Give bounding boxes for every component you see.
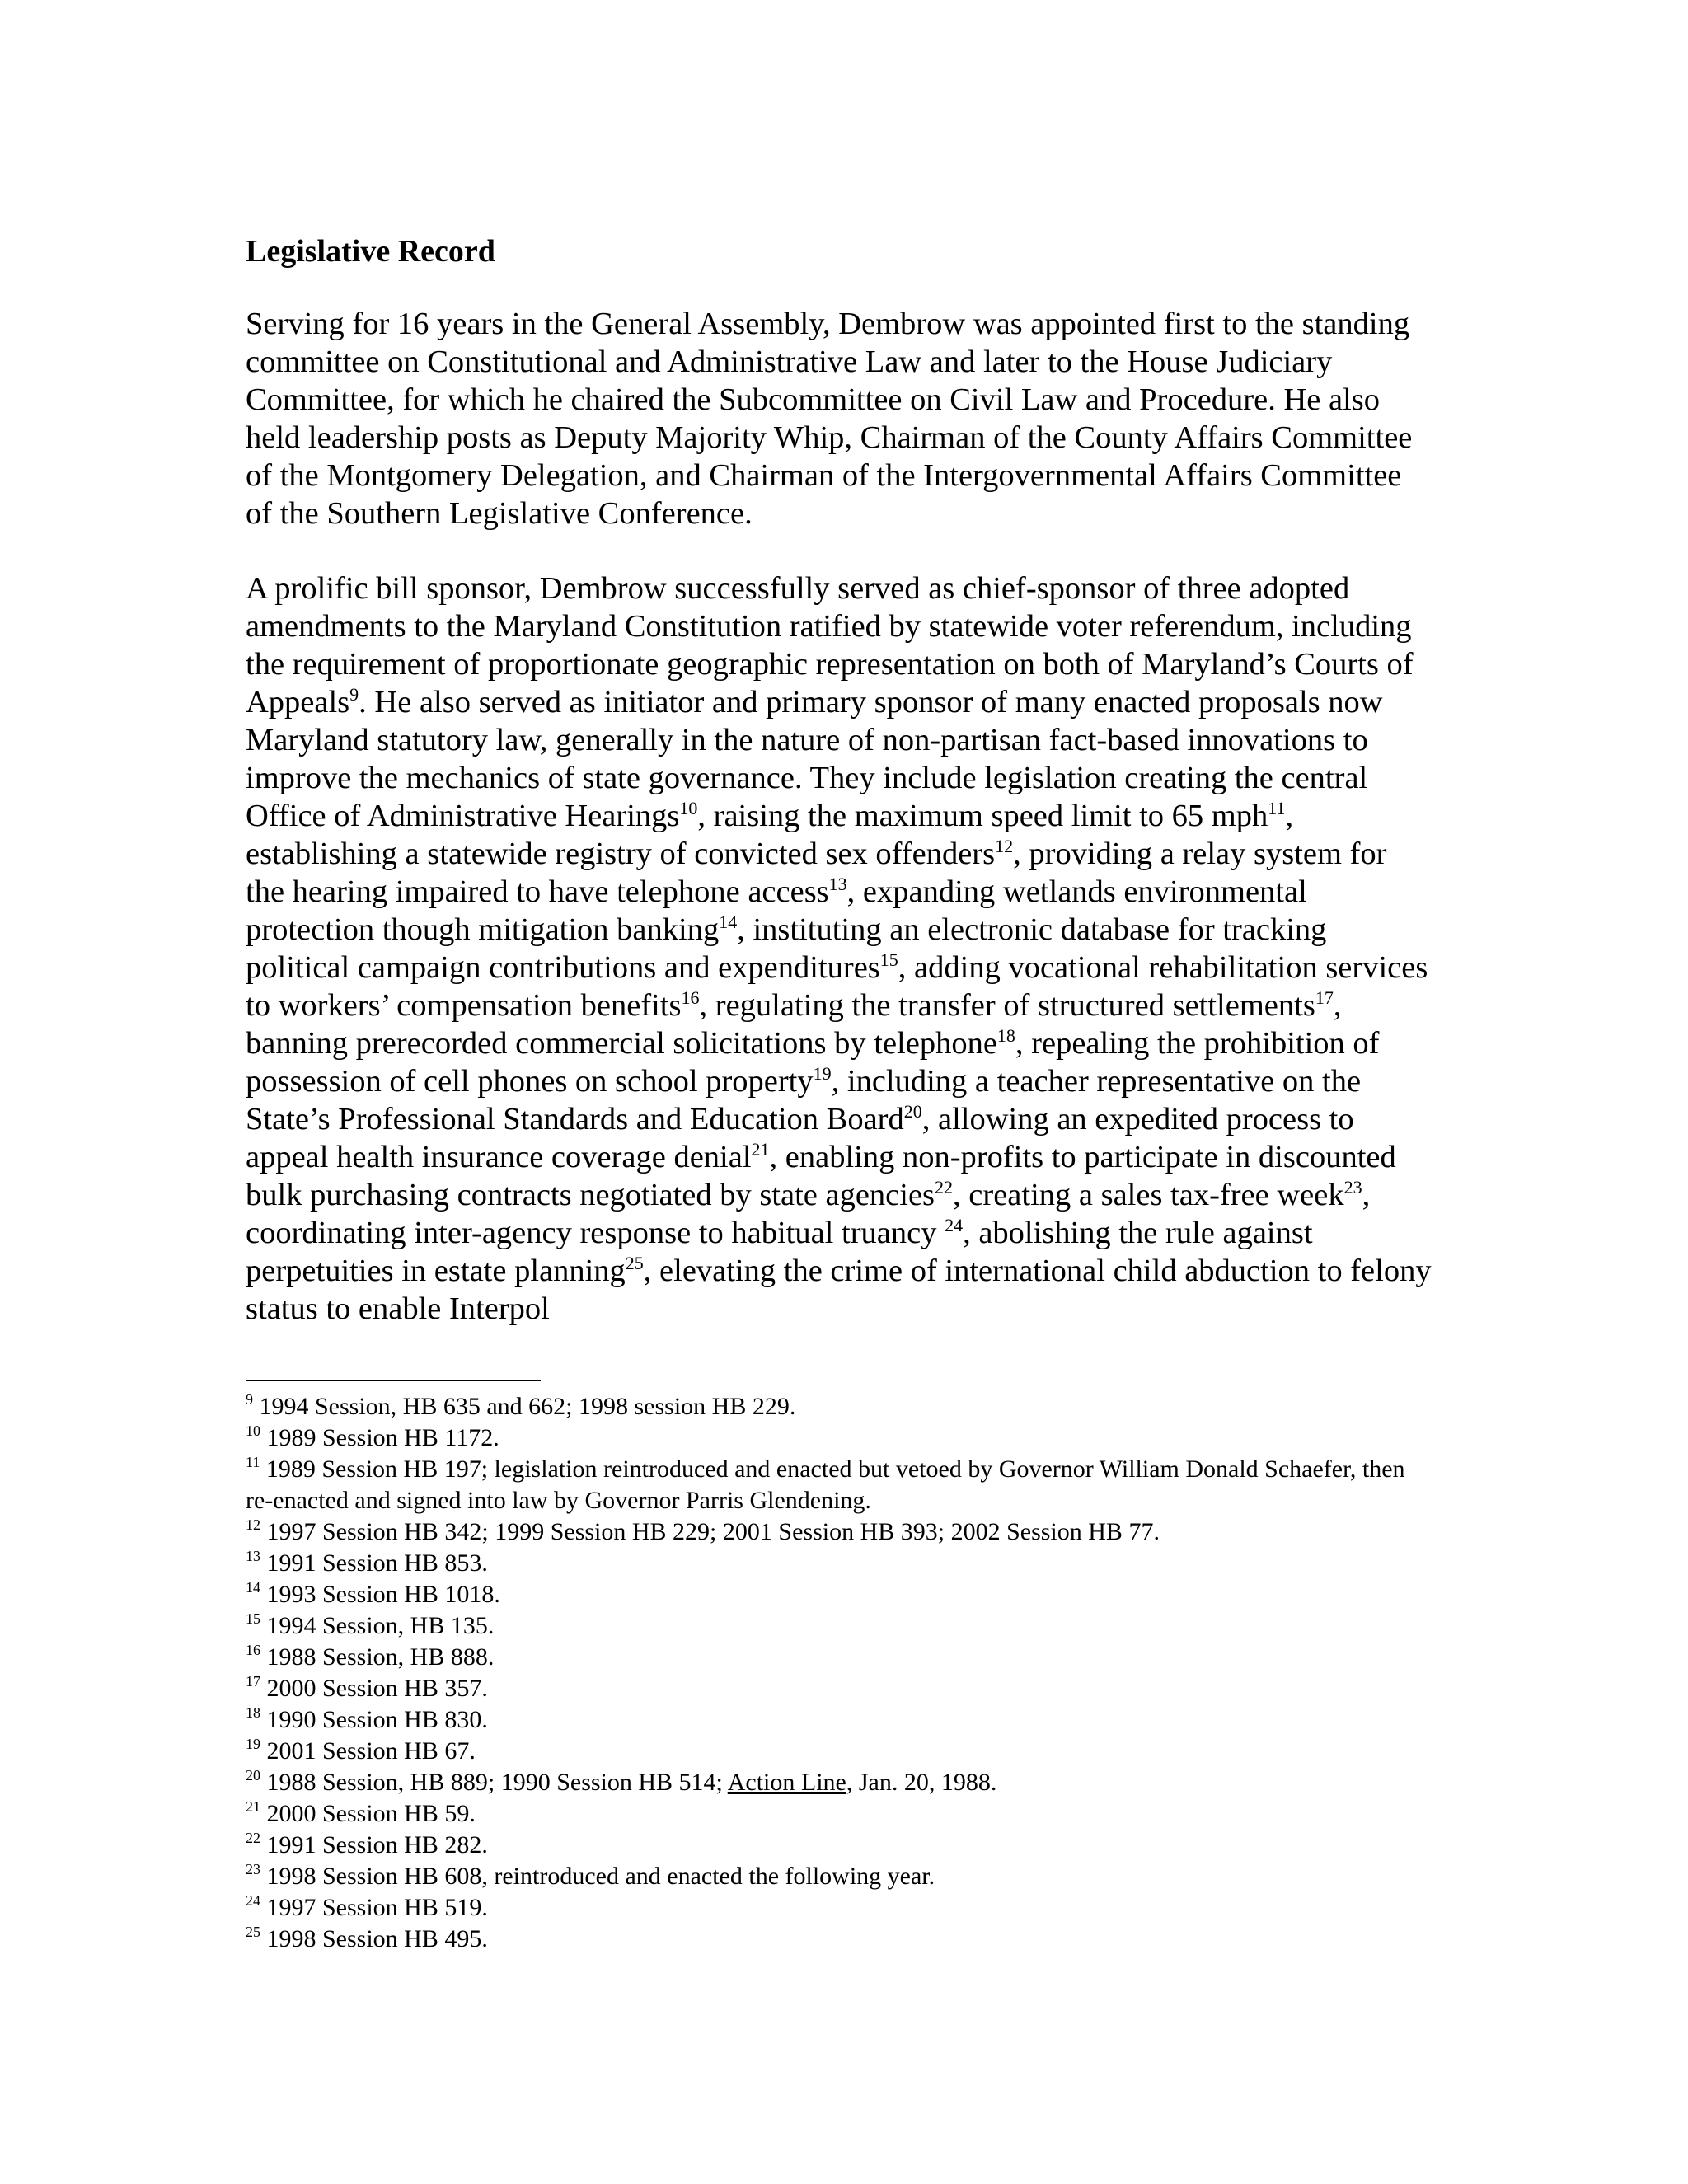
text-segment: , allowing an expedited process to appeal health insurance coverage denial — [246, 1102, 1354, 1174]
footnote-text: 1993 Session HB 1018. — [266, 1581, 500, 1608]
footnote-text: 1998 Session HB 608, reintroduced and enacted the following year. — [266, 1863, 935, 1890]
footnote-number: 21 — [246, 1798, 260, 1815]
text-segment: , expanding wetlands environmental protection though mitigation banking — [246, 874, 1307, 947]
paragraph-committees: Serving for 16 years in the General Assembly, Dembrow was appointed first to the standing committee on Constitutional and Administrative Law and later to the House Judiciary Committee, for which he chaired the Subcommittee on Civil Law and Procedure. He also held leadership posts as Deputy Majority Whip, Chairman of the County Affairs Committee of the Montgomery Delegation, and Chairman of the Intergovernmental Affairs Committee of the Southern Legislative Conference. — [246, 307, 1413, 531]
footnote-text: 1997 Session HB 342; 1999 Session HB 229; 2001 Session HB 393; 2002 Session HB 77. — [266, 1518, 1160, 1545]
footnote-number: 15 — [246, 1610, 260, 1627]
text-segment: , adding vocational rehabilitation services to workers’ compensation benefits — [246, 950, 1428, 1023]
footnote-number: 20 — [246, 1767, 260, 1783]
footnote-number: 12 — [246, 1516, 260, 1533]
footnote-item — [246, 1736, 1432, 1767]
footnote-item — [246, 1579, 1432, 1610]
footnote-number: 22 — [246, 1830, 260, 1846]
footnote-ref[interactable]: 15 — [879, 949, 898, 970]
footnote-item — [246, 1391, 1432, 1422]
footnote-item — [246, 1422, 1432, 1454]
footnote-ref[interactable]: 20 — [903, 1101, 922, 1122]
footnote-divider — [246, 1380, 541, 1381]
footnote-number: 23 — [246, 1861, 260, 1877]
text-segment: , enabling non-profits to participate in discounted bulk purchasing contracts negotiated by state agencies — [246, 1140, 1396, 1212]
footnote-ref[interactable]: 25 — [625, 1253, 644, 1273]
text-segment: , raising the maximum speed limit to 65 mph — [697, 799, 1268, 833]
footnote-text: 1994 Session, HB 135. — [266, 1612, 495, 1639]
footnote-number: 25 — [246, 1924, 260, 1940]
footnote-number: 18 — [246, 1704, 260, 1721]
text-segment: , abolishing the rule against perpetuities in estate planning — [246, 1216, 1313, 1288]
footnote-list — [246, 1391, 1432, 1955]
footnote-ref[interactable]: 11 — [1268, 798, 1286, 818]
footnote-number: 9 — [246, 1391, 253, 1408]
footnote-text: 1994 Session, HB 635 and 662; 1998 session HB 229. — [259, 1393, 796, 1420]
footnote-item — [246, 1830, 1432, 1861]
footnote-ref[interactable]: 19 — [813, 1063, 832, 1084]
footnote-item — [246, 1516, 1432, 1548]
text-segment: . He also served as initiator and primary sponsor of many enacted proposals now Maryland statutory law, generally in the nature of non-partisan fact-based innovations to improve the mechanics of state governance. They include legislation creating the central Office of Administrative Hearings — [246, 685, 1383, 833]
footnote-item — [246, 1610, 1432, 1642]
footnote-ref[interactable]: 18 — [996, 1025, 1015, 1046]
footnote-text: 1997 Session HB 519. — [266, 1894, 488, 1921]
text-segment: A prolific bill sponsor, Dembrow successfully served as chief-sponsor of three adopted amendments to the Maryland Constitution ratified by statewide voter referendum, including the requirement of proportionate geographic representation on both of Maryland’s Courts of Appeals — [246, 571, 1414, 719]
text-segment: , providing a relay system for the hearing impaired to have telephone access — [246, 837, 1387, 909]
footnote-text: 1988 Session, HB 889; 1990 Session HB 514; — [266, 1769, 728, 1796]
footnote-item — [246, 1642, 1432, 1673]
footnote-number: 13 — [246, 1548, 260, 1564]
footnote-text: 1998 Session HB 495. — [266, 1925, 488, 1952]
text-segment: , elevating the crime of international child abduction to felony status to enable Interpol — [246, 1254, 1432, 1326]
section-heading: Legislative Record — [246, 234, 495, 269]
footnote-text: 2000 Session HB 357. — [266, 1675, 488, 1702]
footnote-ref[interactable]: 13 — [828, 874, 847, 894]
footnote-text: 1989 Session HB 1172. — [266, 1424, 499, 1451]
document-body — [246, 232, 1432, 1365]
footnote-ref[interactable]: 14 — [719, 912, 738, 932]
text-segment: , including a teacher representative on the State’s Professional Standards and Education Board — [246, 1064, 1362, 1137]
footnote-text: 1991 Session HB 282. — [266, 1831, 488, 1858]
text-segment: , creating a sales tax-free week — [953, 1178, 1344, 1212]
footnote-item — [246, 1767, 1432, 1798]
footnote-number: 11 — [246, 1454, 260, 1470]
footnote-ref[interactable]: 21 — [751, 1139, 770, 1160]
text-segment: , regulating the transfer of structured settlements — [699, 988, 1315, 1023]
footnote-ref[interactable]: 24 — [945, 1215, 964, 1235]
footnote-number: 24 — [246, 1892, 260, 1909]
footnote-ref[interactable]: 17 — [1315, 987, 1334, 1008]
footnote-text: 1989 Session HB 197; legislation reintroduced and enacted but vetoed by Governor William Donald Schaefer, then re-enacted and signed into law by Governor Parris Glendening. — [246, 1455, 1405, 1514]
footnote-text: 2001 Session HB 67. — [266, 1737, 476, 1765]
footnote-number: 16 — [246, 1642, 260, 1658]
text-segment: , banning prerecorded commercial solicitations by telephone — [246, 988, 1342, 1061]
footnote-item — [246, 1861, 1432, 1892]
footnote-item — [246, 1892, 1432, 1924]
footnote-ref[interactable]: 9 — [349, 684, 359, 705]
footnote-item — [246, 1548, 1432, 1579]
footnote-text: 1991 Session HB 853. — [266, 1549, 488, 1577]
footnote-ref[interactable]: 23 — [1343, 1177, 1362, 1197]
footnote-number: 17 — [246, 1673, 260, 1690]
text-segment: , instituting an electronic database for tracking political campaign contributions and expenditures — [246, 912, 1327, 985]
footnote-item — [246, 1798, 1432, 1830]
text-segment: , coordinating inter-agency response to habitual truancy — [246, 1178, 1371, 1250]
footnote-text: 1988 Session, HB 888. — [266, 1643, 495, 1671]
text-segment: , repealing the prohibition of possession of cell phones on school property — [246, 1026, 1380, 1099]
text-segment: , establishing a statewide registry of convicted sex offenders — [246, 799, 1294, 871]
footnote-text: , Jan. 20, 1988. — [846, 1769, 997, 1796]
footnote-ref[interactable]: 22 — [935, 1177, 954, 1197]
footnote-item — [246, 1704, 1432, 1736]
footnote-item — [246, 1673, 1432, 1704]
footnote-ref[interactable]: 12 — [995, 836, 1014, 856]
footnote-number: 14 — [246, 1579, 260, 1596]
footnote-number: 10 — [246, 1422, 260, 1439]
footnote-ref[interactable]: 16 — [681, 987, 700, 1008]
paragraph-bills — [246, 569, 1432, 1328]
footnote-item — [246, 1454, 1432, 1516]
footnote-source-title: Action Line — [727, 1769, 846, 1796]
footnote-item — [246, 1924, 1432, 1955]
footnote-text: 2000 Session HB 59. — [266, 1800, 476, 1827]
footnote-ref[interactable]: 10 — [679, 798, 698, 818]
footnote-number: 19 — [246, 1736, 260, 1752]
footnote-text: 1990 Session HB 830. — [266, 1706, 488, 1733]
